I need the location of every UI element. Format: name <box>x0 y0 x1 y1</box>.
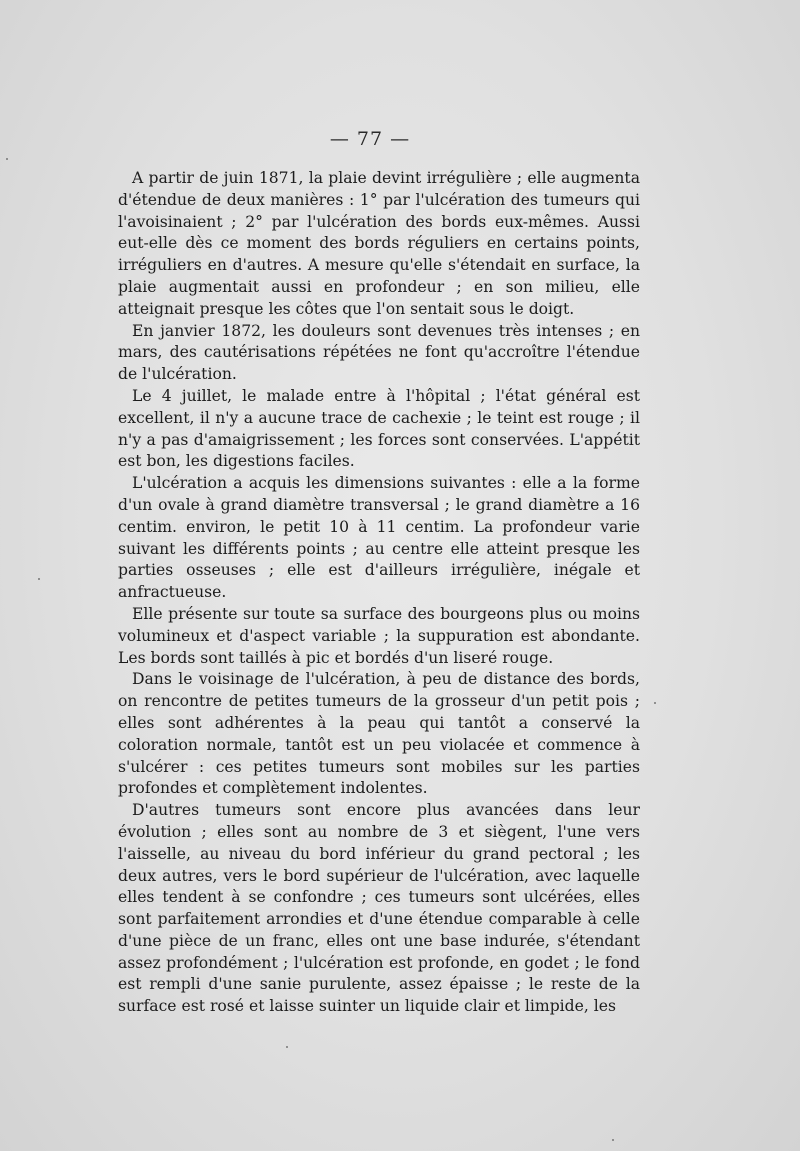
paragraph-3: Le 4 juillet, le malade entre à l'hôpital ; l'état général est excellent, il n'y a aucune trace de cachexie ; le teint est rouge ; il n'y a pas d'amaigrissement ; les forces sont conservées. L'appétit est bon, les digestions faciles. <box>118 386 640 471</box>
paper-speck <box>38 578 40 580</box>
paragraph-2: En janvier 1872, les douleurs sont devenues très intenses ; en mars, des cautérisations répétées ne font qu'accroître l'étendue de l'ulcération. <box>118 321 640 384</box>
paragraph-4: L'ulcération a acquis les dimensions suivantes : elle a la forme d'un ovale à grand diamètre transversal ; le grand diamètre a 16 centim. environ, le petit 10 à 11 centim. La profondeur varie suivant les différents points ; au centre elle atteint presque les parties osseuses ; elle est d'ailleurs irrégulière, inégale et anfractueuse. <box>118 474 640 602</box>
paragraph-1: A partir de juin 1871, la plaie devint irrégulière ; elle augmenta d'étendue de deux manières : 1° par l'ulcération des tumeurs qui l'avoisinaient ; 2° par l'ulcération des bords eux-mêmes. Aussi eut-elle dès ce moment des bords réguliers en certains points, irréguliers en d'autres. A mesure qu'elle s'étendait en surface, la plaie augmentait aussi en profondeur ; en son milieu, elle atteignait presque les côtes que l'on sentait sous le doigt. <box>118 169 640 318</box>
paper-speck <box>6 158 8 160</box>
paragraph-5: Elle présente sur toute sa surface des bourgeons plus ou moins volumineux et d'aspect variable ; la suppuration est abondante. Les bords sont taillés à pic et bordés d'un liseré rouge. <box>118 604 640 667</box>
paragraph-6: Dans le voisinage de l'ulcération, à peu de distance des bords, on rencontre de petites tumeurs de la grosseur d'un petit pois ; elles sont adhérentes à la peau qui tantôt a conservé la coloration normale, tantôt est un peu violacée et commence à s'ulcérer : ces petites tumeurs sont mobiles sur les parties profondes et complètement indolentes. <box>118 670 640 798</box>
paper-speck <box>612 1139 614 1141</box>
body-text <box>118 168 640 1018</box>
page-number: — 77 — <box>329 128 411 150</box>
paragraph-7: D'autres tumeurs sont encore plus avancées dans leur évolution ; elles sont au nombre de 3 et siègent, l'une vers l'aisselle, au niveau du bord inférieur du grand pectoral ; les deux autres, vers le bord supérieur de l'ulcération, avec laquelle elles tendent à se confondre ; ces tumeurs sont ulcérées, elles sont parfaitement arrondies et d'une étendue comparable à celle d'une pièce de un franc, elles ont une base indurée, s'étendant assez profondément ; l'ulcération est profonde, en godet ; le fond est rempli d'une sanie purulente, assez épaisse ; le reste de la surface est rosé et laisse suinter un liquide clair et limpide, les <box>118 801 640 1016</box>
paper-speck <box>654 702 656 704</box>
paper-speck <box>286 1046 288 1048</box>
